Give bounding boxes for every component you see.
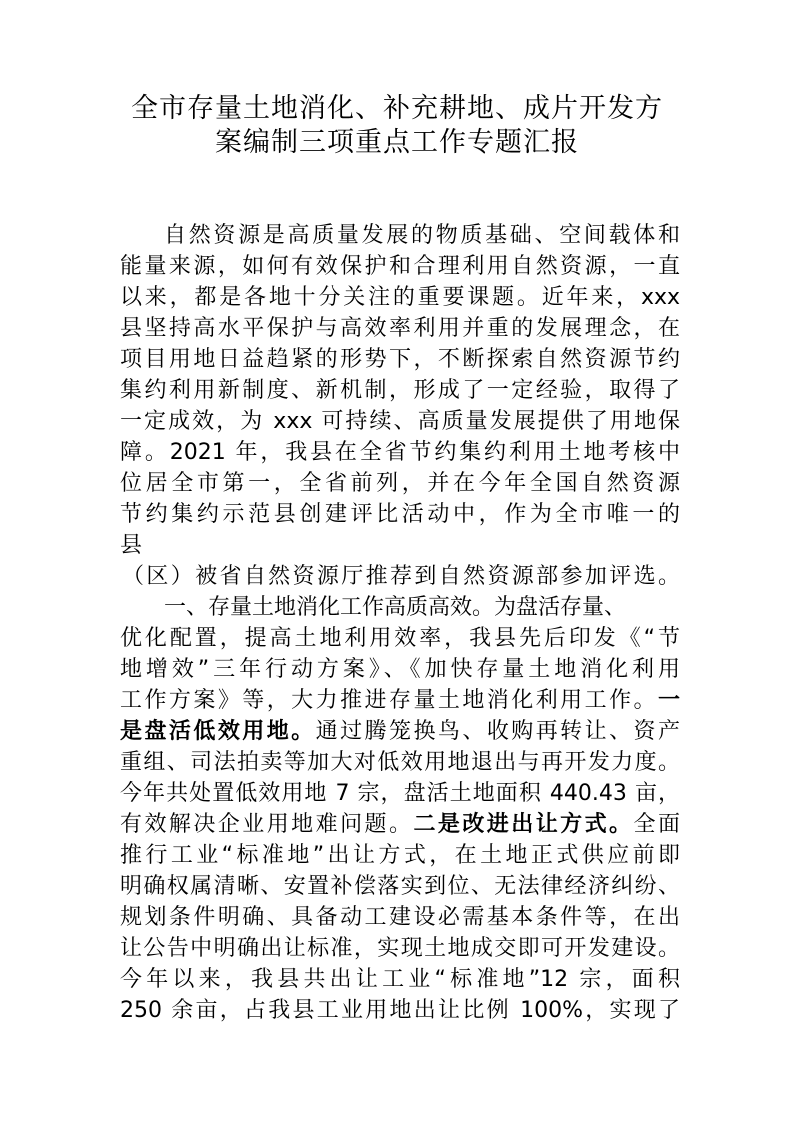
body-line [120,685,680,716]
body-line [120,716,680,747]
body-line: 明确权属清晰、安置补偿落实到位、无法律经济纠纷、 [120,874,680,899]
body-line: 位居全市第一，全省前列，并在今年全国自然资源 [120,471,680,496]
body-text: 有效解决企业用地难问题。 [120,812,414,837]
body-line: 规划条件明确、具备动工建设必需基本条件等，在出 [120,905,680,930]
body-text: 工作方案》等，大力推进存量土地消化利用工作。 [120,688,658,713]
body-line: 项目用地日益趋紧的形势下，不断探索自然资源节约 [120,347,680,372]
body-line: 一、存量土地消化工作高质高效。为盘活存量、 [164,595,627,620]
body-line: （区）被省自然资源厅推荐到自然资源部参加评选。 [122,564,680,589]
page-title [100,92,694,160]
body-line [120,809,680,840]
bold-heading: 是盘活低效用地。 [120,719,316,744]
body-text: 通过腾笼换鸟、收购再转让、资产 [315,719,680,744]
bold-heading: 二是改进出让方式。 [413,812,634,837]
body-line: 250 余亩，占我县工业用地出让比例 100%，实现了 [120,998,680,1023]
bold-heading: 一 [657,688,680,713]
body-line: 今年共处置低效用地 7 宗，盘活土地面积 440.43 亩， [120,781,680,806]
body-line: 推行工业“标准地”出让方式，在土地正式供应前即 [120,843,680,868]
body-line: 重组、司法拍卖等加大对低效用地退出与再开发力度。 [120,750,680,775]
body-text: 全面 [633,812,680,837]
body-line: 能量来源，如何有效保护和合理利用自然资源，一直 [120,254,680,279]
body-line: 优化配置，提高土地利用效率，我县先后印发《“节 [120,626,680,651]
body-line: 以来，都是各地十分关注的重要课题。近年来，xxx [120,285,680,310]
body-line: 县坚持高水平保护与高效率利用并重的发展理念，在 [120,316,680,341]
body-line: 自然资源是高质量发展的物质基础、空间载体和 [164,223,680,248]
title-line-2: 案编制三项重点工作专题汇报 [215,127,579,158]
body-line: 障。2021 年，我县在全省节约集约利用土地考核中 [120,440,680,465]
body-line: 一定成效，为 xxx 可持续、高质量发展提供了用地保 [120,409,680,434]
body-line: 节约集约示范县创建评比活动中，作为全市唯一的 [120,502,680,527]
title-line-1: 全市存量土地消化、补充耕地、成片开发方 [131,93,663,124]
body-line: 让公告中明确出让标准，实现土地成交即可开发建设。 [120,936,680,961]
body-line: 今年以来，我县共出让工业“标准地”12 宗，面积 [120,967,680,992]
document-body [120,220,680,1026]
body-line: 地增效”三年行动方案》、《加快存量土地消化利用 [120,657,680,682]
body-line: 县 [120,533,143,558]
body-line: 集约利用新制度、新机制，形成了一定经验，取得了 [120,378,680,403]
